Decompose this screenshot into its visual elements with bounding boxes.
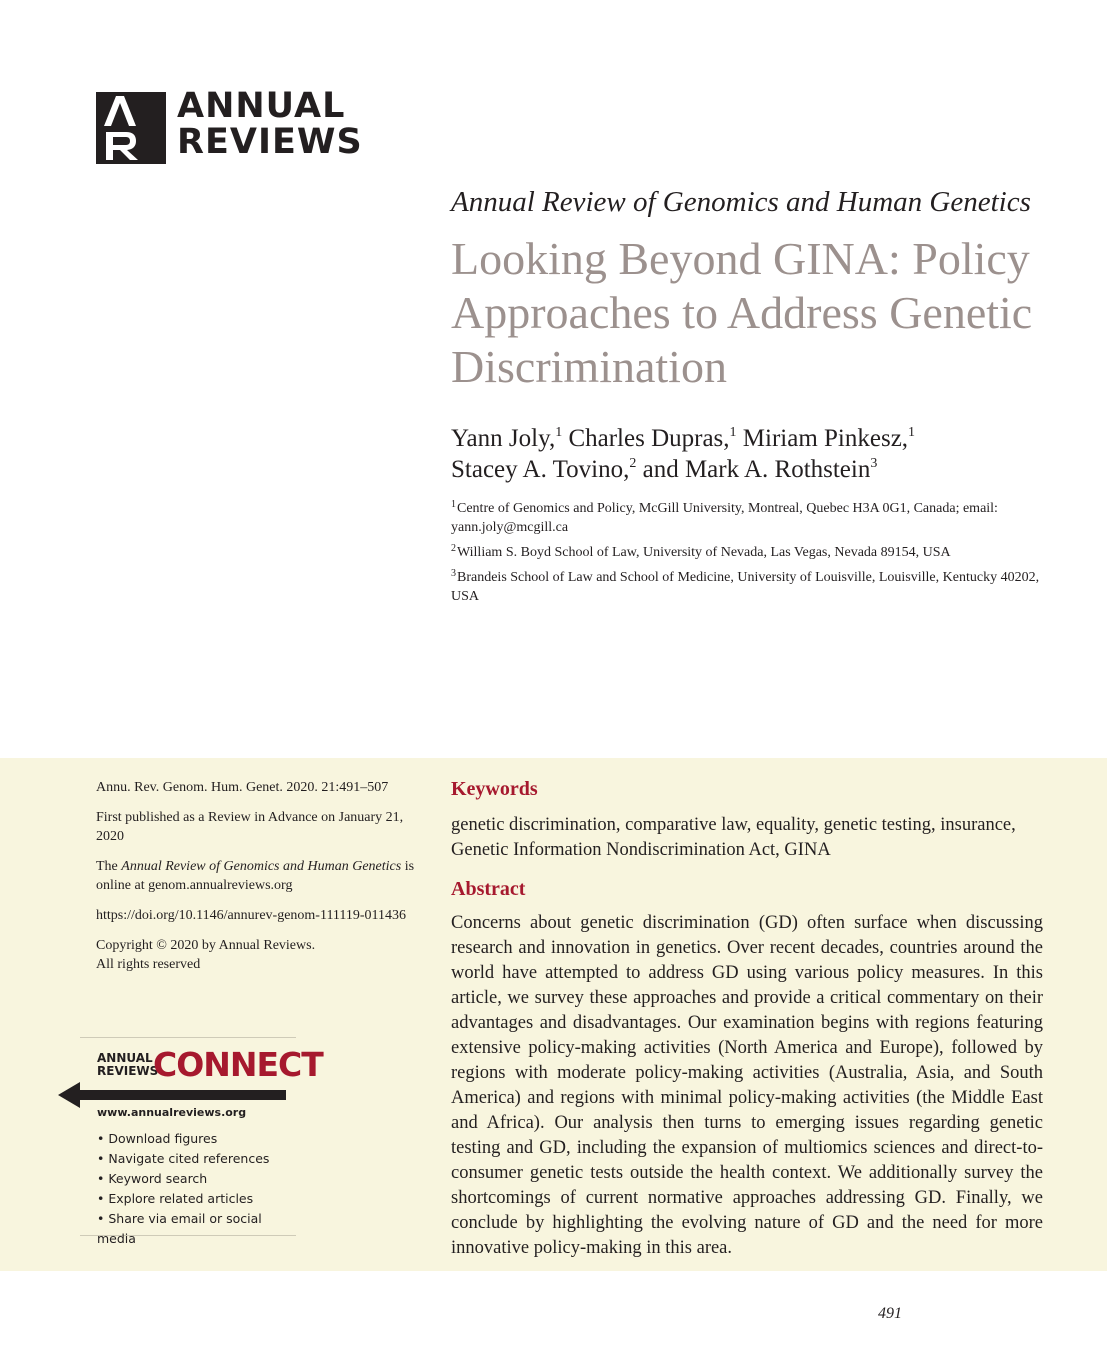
article-metadata [96, 778, 426, 985]
list-item: • Download figures [97, 1131, 218, 1146]
list-item: • Explore related articles [97, 1191, 254, 1206]
keywords-heading: Keywords [451, 778, 538, 800]
logo-line-1: ANNUAL [177, 86, 346, 126]
first-published: First published as a Review in Advance on January 21, 2020 [96, 810, 404, 844]
author: Yann Joly,$^1$ [451, 425, 563, 452]
logo-line-2: REVIEWS [177, 122, 363, 162]
list-item: • Keyword search [97, 1171, 208, 1186]
doi-link[interactable]: https://doi.org/10.1146/annurev-genom-111119-011436 [96, 908, 407, 923]
connect-url[interactable]: www.annualreviews.org [97, 1106, 247, 1119]
journal-name: Annual Review of Genomics and Human Genetics [451, 186, 1031, 218]
author: Charles Dupras,$^1$ [568, 425, 737, 452]
keywords-text: genetic discrimination, comparative law, equality, genetic testing, insurance, Genetic Information Nondiscrimination Act, GINA [451, 815, 1016, 860]
connect-small-wordmark: ANNUAL REVIEWS [97, 1051, 159, 1078]
abstract-heading: Abstract [451, 878, 526, 900]
author: and Mark A. Rothstein$^3$ [642, 456, 878, 483]
affiliation: $^3$Brandeis School of Law and School of Medicine, University of Louisville, Louisville, Kentucky 40202, USA [451, 568, 1040, 604]
citation: Annu. Rev. Genom. Hum. Genet. 2020. 21:491–507 [96, 780, 389, 795]
online-info: The Annual Review of Genomics and Human Genetics is online at genom.annualreviews.org [96, 859, 415, 893]
author: Stacey A. Tovino,$^2$ [451, 456, 637, 483]
copyright: Copyright © 2020 by Annual Reviews. All rights reserved [96, 938, 316, 972]
ar-logo-mark-icon [96, 92, 166, 164]
connect-feature-list [97, 1129, 296, 1249]
abstract-text: Concerns about genetic discrimination (GD) often surface when discussing research and innovation in genetics. Over recent decades, countries around the world have attempted to address GD using various policy measures. In this article, we survey these approaches and provide a critical commentary on their advantages and disadvantages. Our examination begins with regions featuring extensive policy-making activities (North America and Europe), followed by regions with moderate policy-making activities (Australia, Asia, and South America) and regions with minimal policy-making activities (the Middle East and Africa). Our analysis then turns to emerging issues regarding genetic testing and GD, including the expansion of multiomics sciences and direct-to-consumer genetic tests outside the health context. We additionally survey the shortcomings of current normative approaches addressing GD. Finally, we conclude by highlighting the evolving nature of GD and the need for more innovative policy-making in this area. [451, 913, 1043, 1258]
affiliation: $^1$Centre of Genomics and Policy, McGill University, Montreal, Quebec H3A 0G1, Canada; email: yann.joly@mcgill.ca [451, 499, 998, 535]
author: Miriam Pinkesz,$^1$ [742, 425, 916, 452]
affiliation: $^2$William S. Boyd School of Law, University of Nevada, Las Vegas, Nevada 89154, USA [451, 543, 951, 560]
list-item: • Navigate cited references [97, 1151, 270, 1166]
author-list [451, 423, 1071, 485]
page-number: 491 [878, 1305, 902, 1322]
affiliations [451, 499, 1051, 612]
annual-reviews-connect-box [80, 1037, 323, 1246]
article-title: Looking Beyond GINA: Policy Approaches to Address Genetic Discrimination [451, 233, 1033, 392]
connect-wordmark: CONNECT [153, 1045, 323, 1084]
annual-reviews-logo [96, 86, 376, 164]
list-item: • Share via email or social media [97, 1211, 262, 1246]
logo-wordmark [177, 88, 363, 160]
